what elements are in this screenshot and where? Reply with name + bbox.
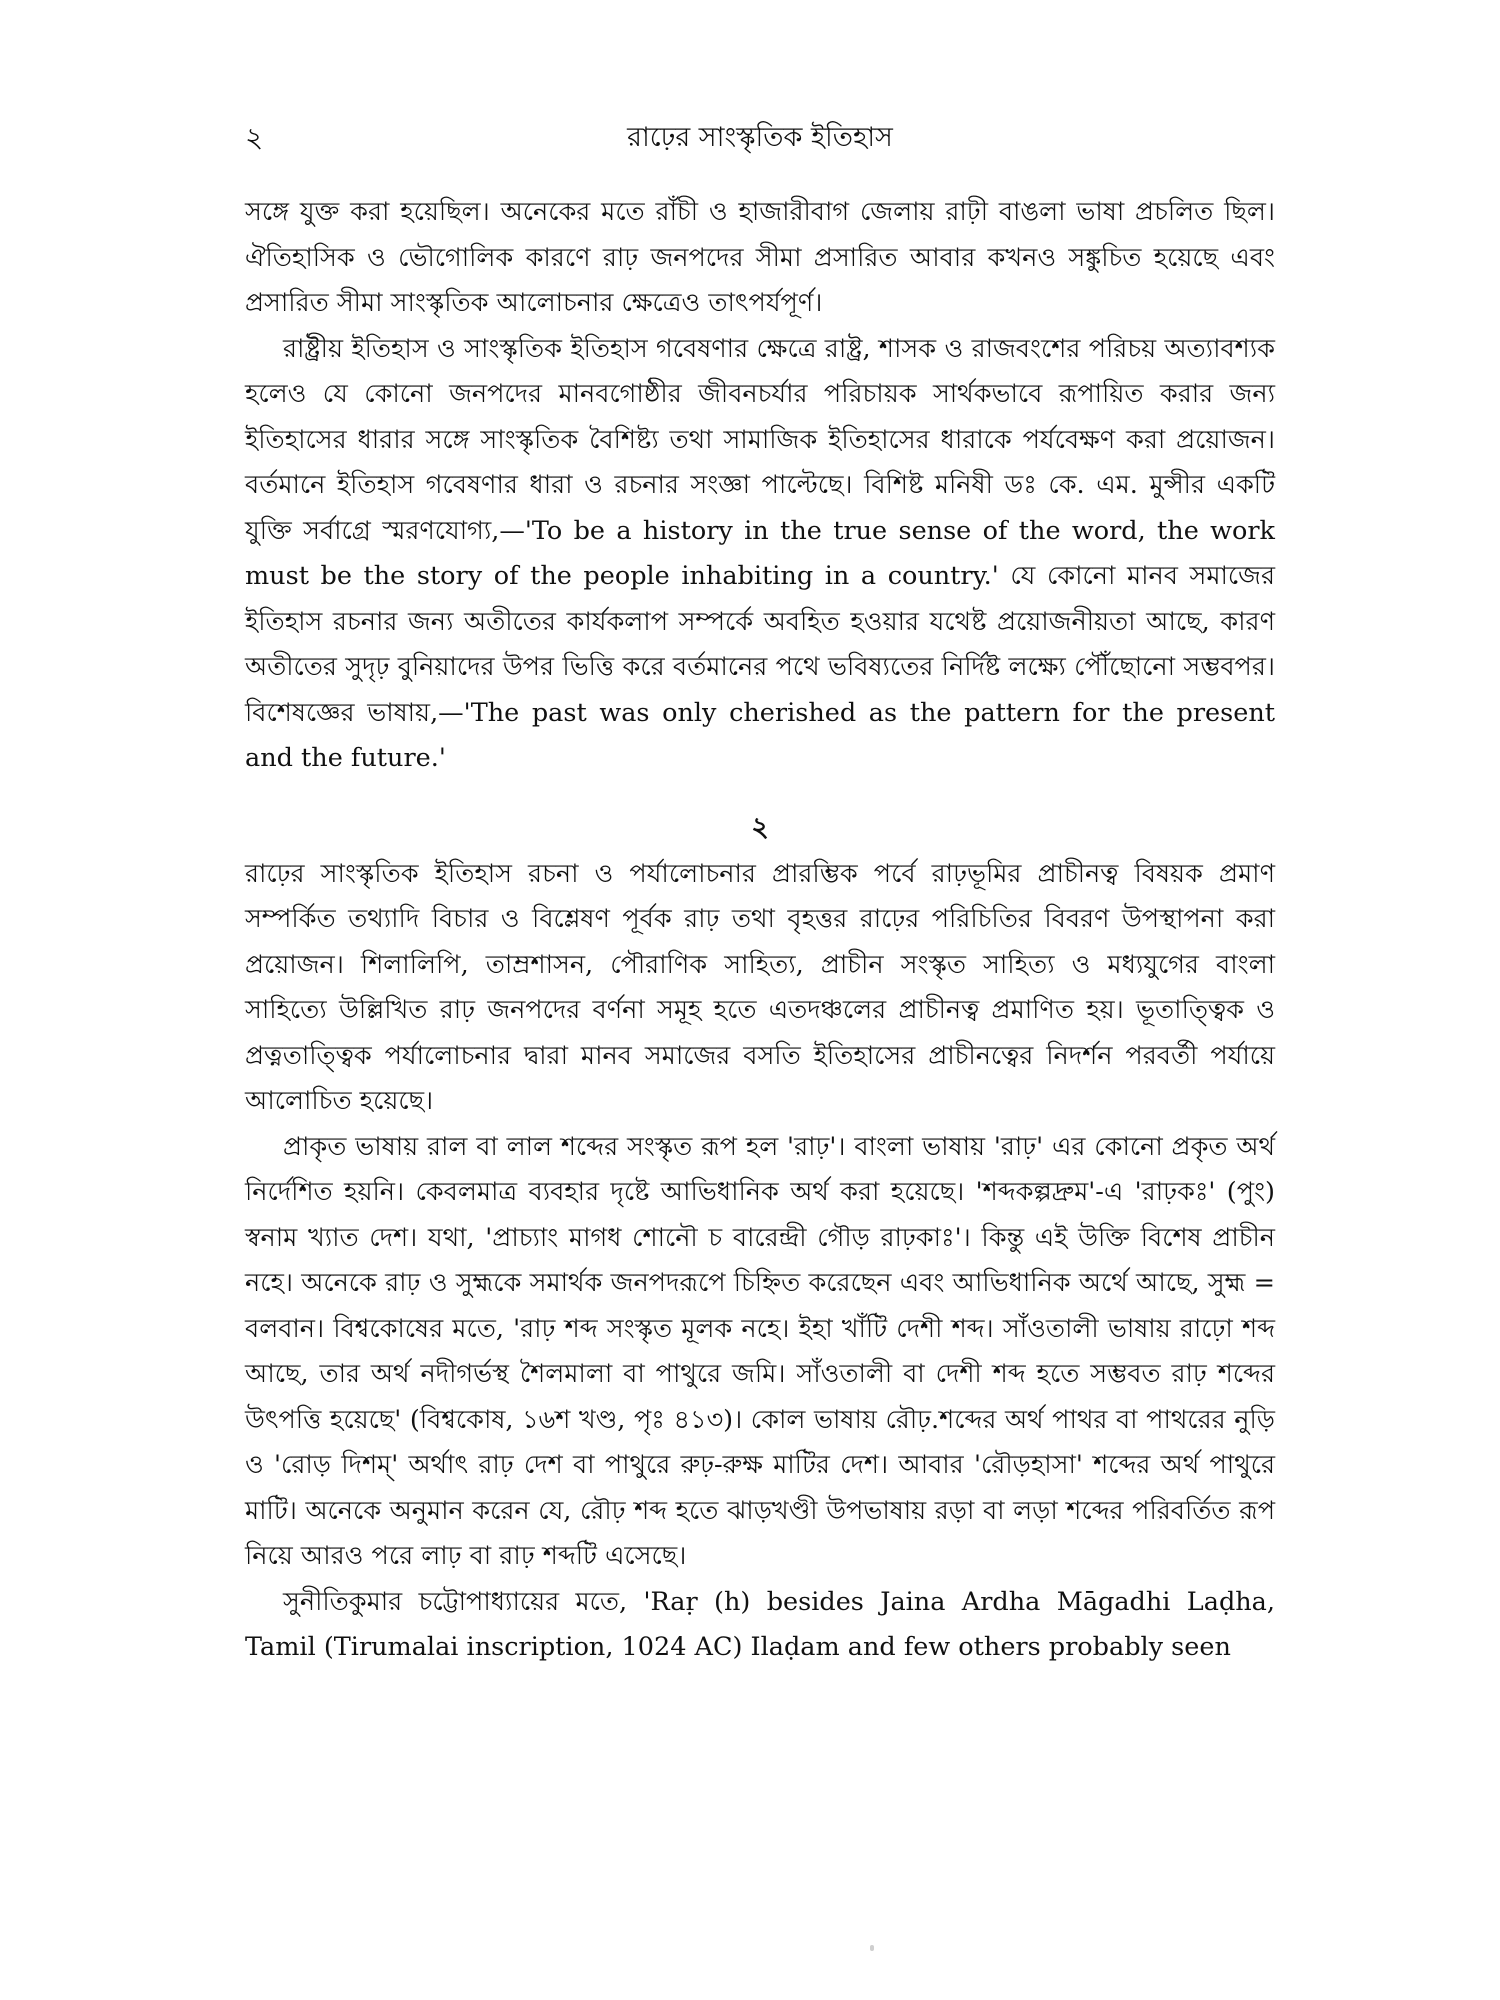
scan-speck <box>870 1945 874 1951</box>
paragraph-4: প্রাকৃত ভাষায় রাল বা লাল শব্দের সংস্কৃত রূপ হল 'রাঢ়'। বাংলা ভাষায় 'রাঢ়' এর কোনো প্রকৃত অর্থ নির্দেশিত হয়নি। কেবলমাত্র ব্যবহার দৃষ্টে আভিধানিক অর্থ করা হয়েছে। 'শব্দকল্পদ্রুম'-এ 'রাঢ়কঃ' (পুং) স্বনাম খ্যাত দেশ। যথা, 'প্রাচ্যাং মাগধ শোনৌ চ বারেন্দ্রী গৌড় রাঢ়কাঃ'। কিন্তু এই উক্তি বিশেষ প্রাচীন নহে। অনেকে রাঢ় ও সুহ্মকে সমার্থক জনপদরূপে চিহ্নিত করেছেন এবং আভিধানিক অর্থে আছে, সুহ্ম = বলবান। বিশ্বকোষের মতে, 'রাঢ় শব্দ সংস্কৃত মূলক নহে। ইহা খাঁটি দেশী শব্দ। সাঁওতালী ভাষায় রাঢ়ো শব্দ আছে, তার অর্থ নদীগর্ভস্থ শৈলমালা বা পাথুরে জমি। সাঁওতালী বা দেশী শব্দ হতে সম্ভবত রাঢ় শব্দের উৎপত্তি হয়েছে' (বিশ্বকোষ, ১৬শ খণ্ড, পৃঃ ৪১৩)। কোল ভাষায় রৌঢ়.শব্দের অর্থ পাথর বা পাথরের নুড়ি ও 'রোড় দিশম্' অর্থাৎ রাঢ় দেশ বা পাথুরে রুঢ়-রুক্ষ মাটির দেশ। আবার 'রৌড়হাসা' শব্দের অর্থ পাথুরে মাটি। অনেকে অনুমান করেন যে, রৌঢ় শব্দ হতে ঝাড়খণ্ডী উপভাষায় রড়া বা লড়া শব্দের পরিবর্তিত রূপ নিয়ে আরও পরে লাঢ় বা রাঢ় শব্দটি এসেছে। <box>245 1131 1275 1571</box>
running-head <box>245 118 1275 158</box>
paragraph-2: রাষ্ট্রীয় ইতিহাস ও সাংস্কৃতিক ইতিহাস গবেষণার ক্ষেত্রে রাষ্ট্র, শাসক ও রাজবংশের পরিচয় অত্যাবশ্যক হলেও যে কোনো জনপদের মানবগোষ্ঠীর জীবনচর্যার পরিচায়ক সার্থকভাবে রূপায়িত করার জন্য ইতিহাসের ধারার সঙ্গে সাংস্কৃতিক বৈশিষ্ট্য তথা সামাজিক ইতিহাসের ধারাকে পর্যবেক্ষণ করা প্রয়োজন। বর্তমানে ইতিহাস গবেষণার ধারা ও রচনার সংজ্ঞা পাল্টেছে। বিশিষ্ট মনিষী ডঃ কে. এম. মুন্সীর একটি যুক্তি সর্বাগ্রে স্মরণযোগ্য,—'To be a history in the true sense of the word, the work must be the story of the people inhabiting in a country.' যে কোনো মানব সমাজের ইতিহাস রচনার জন্য অতীতের কার্যকলাপ সম্পর্কে অবহিত হওয়ার যথেষ্ট প্রয়োজনীয়তা আছে, কারণ অতীতের সুদৃঢ় বুনিয়াদের উপর ভিত্তি করে বর্তমানের পথে ভবিষ্যতের নির্দিষ্ট লক্ষ্যে পৌঁছোনো সম্ভবপর। বিশেষজ্ঞের ভাষায়,—'The past was only cherished as the pattern for the present and the future.' <box>245 333 1275 773</box>
paragraph-1: সঙ্গে যুক্ত করা হয়েছিল। অনেকের মতে রাঁচী ও হাজারীবাগ জেলায় রাঢ়ী বাঙলা ভাষা প্রচলিত ছিল। ঐতিহাসিক ও ভৌগোলিক কারণে রাঢ় জনপদের সীমা প্রসারিত আবার কখনও সঙ্কুচিত হয়েছে এবং প্রসারিত সীমা সাংস্কৃতিক আলোচনার ক্ষেত্রেও তাৎপর্যপূর্ণ। <box>245 197 1275 318</box>
page-number: ২ <box>245 121 264 154</box>
section-number: ২ <box>751 811 769 843</box>
running-title: রাঢ়ের সাংস্কৃতিক ইতিহাস <box>627 122 893 153</box>
paragraph-3: রাঢ়ের সাংস্কৃতিক ইতিহাস রচনা ও পর্যালোচনার প্রারম্ভিক পর্বে রাঢ়ভূমির প্রাচীনত্ব বিষয়ক প্রমাণ সম্পর্কিত তথ্যাদি বিচার ও বিশ্লেষণ পূর্বক রাঢ় তথা বৃহত্তর রাঢ়ের পরিচিতির বিবরণ উপস্থাপনা করা প্রয়োজন। শিলালিপি, তাম্রশাসন, পৌরাণিক সাহিত্য, প্রাচীন সংস্কৃত সাহিত্য ও মধ্যযুগের বাংলা সাহিত্যে উল্লিখিত রাঢ় জনপদের বর্ণনা সমূহ হতে এতদঞ্চলের প্রাচীনত্ব প্রমাণিত হয়। ভূতাত্ত্বিক ও প্রত্নতাত্ত্বিক পর্যালোচনার দ্বারা মানব সমাজের বসতি ইতিহাসের প্রাচীনত্বের নিদর্শন পরবর্তী পর্যায়ে আলোচিত হয়েছে। <box>245 858 1275 1116</box>
body-text <box>245 190 1275 1671</box>
paragraph-5: সুনীতিকুমার চট্টোপাধ্যায়ের মতে, 'Raṛ (h) besides Jaina Ardha Māgadhi Laḍha, Tamil (Tirumalai inscription, 1024 AC) Ilaḍam and few others probably seen <box>245 1586 1275 1662</box>
